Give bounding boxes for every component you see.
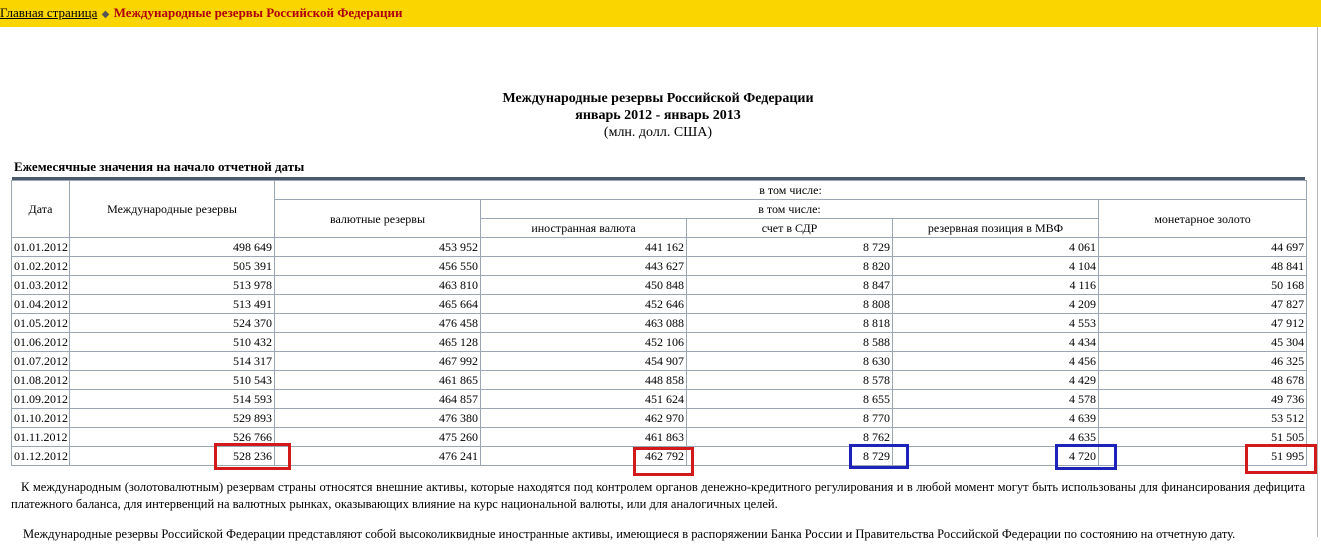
cell-value: 465 128: [275, 333, 481, 352]
table-subtitle: Ежемесячные значения на начало отчетной даты: [14, 159, 305, 174]
cell-value: 513 978: [70, 276, 275, 295]
title-line-2: январь 2012 - январь 2013: [575, 108, 741, 123]
page-title: [0, 90, 1316, 141]
cell-value: 46 325: [1099, 352, 1307, 371]
cell-value: 510 543: [70, 371, 275, 390]
highlight-imf-dec: [1055, 444, 1117, 470]
cell-value: 51 995: [1099, 447, 1307, 466]
cell-value: 4 639: [893, 409, 1099, 428]
cell-value: 461 863: [481, 428, 687, 447]
title-line-1: Международные резервы Российской Федерации: [502, 91, 814, 106]
cell-value: 8 808: [687, 295, 893, 314]
cell-value: 505 391: [70, 257, 275, 276]
cell-date: 01.10.2012: [12, 409, 70, 428]
cell-value: 514 317: [70, 352, 275, 371]
cell-value: 510 432: [70, 333, 275, 352]
cell-date: 01.07.2012: [12, 352, 70, 371]
cell-value: 451 624: [481, 390, 687, 409]
cell-value: 47 912: [1099, 314, 1307, 333]
cell-value: 4 456: [893, 352, 1099, 371]
cell-value: 4 116: [893, 276, 1099, 295]
cell-value: 529 893: [70, 409, 275, 428]
table-row: [12, 314, 1307, 333]
highlight-total-dec: [214, 443, 291, 470]
table-row: [12, 409, 1307, 428]
table-row: [12, 333, 1307, 352]
table-row: [12, 295, 1307, 314]
cell-value: 476 458: [275, 314, 481, 333]
breadcrumb-home-link[interactable]: Главная страница: [0, 5, 98, 20]
cell-value: 454 907: [481, 352, 687, 371]
cell-value: 450 848: [481, 276, 687, 295]
paragraph-definition: К международным (золотовалютным) резервам страны относятся внешние активы, которые находятся под контролем органов денежно-кредитного регулирования и в любой момент могут быть использованы для финансирования дефицита платежного баланса, для интервенций на валютных рынках, оказывающих влияние на курс национальной валюты, или для аналогичных целей.: [11, 480, 1305, 511]
cell-value: 49 736: [1099, 390, 1307, 409]
cell-value: 4 061: [893, 238, 1099, 257]
cell-date: 01.11.2012: [12, 428, 70, 447]
breadcrumb-separator-icon: ◆: [101, 9, 110, 20]
table-row: [12, 390, 1307, 409]
cell-value: 44 697: [1099, 238, 1307, 257]
cell-value: 8 818: [687, 314, 893, 333]
cell-value: 498 649: [70, 238, 275, 257]
cell-value: 51 505: [1099, 428, 1307, 447]
cell-value: 528 236: [70, 447, 275, 466]
highlight-currency-dec: [633, 447, 694, 476]
cell-value: 441 162: [481, 238, 687, 257]
cell-value: 4 104: [893, 257, 1099, 276]
cell-date: 01.06.2012: [12, 333, 70, 352]
table-row: [12, 352, 1307, 371]
cell-value: 462 970: [481, 409, 687, 428]
cell-value: 50 168: [1099, 276, 1307, 295]
cell-value: 48 678: [1099, 371, 1307, 390]
cell-value: 8 588: [687, 333, 893, 352]
cell-value: 8 630: [687, 352, 893, 371]
header-total-reserves: Международные резервы: [70, 181, 275, 238]
highlight-sdr-dec: [849, 444, 909, 469]
cell-value: 8 655: [687, 390, 893, 409]
cell-value: 8 847: [687, 276, 893, 295]
header-including-2: в том числе:: [481, 200, 1099, 219]
cell-value: 452 646: [481, 295, 687, 314]
highlight-gold-dec: [1245, 444, 1317, 474]
cell-value: 4 553: [893, 314, 1099, 333]
cell-value: 53 512: [1099, 409, 1307, 428]
header-date: Дата: [12, 181, 70, 238]
cell-value: 475 260: [275, 428, 481, 447]
table-row: [12, 257, 1307, 276]
header-sdr: счет в СДР: [687, 219, 893, 238]
cell-value: 453 952: [275, 238, 481, 257]
cell-value: 45 304: [1099, 333, 1307, 352]
header-imf-position: резервная позиция в МВФ: [893, 219, 1099, 238]
cell-value: 448 858: [481, 371, 687, 390]
cell-value: 514 593: [70, 390, 275, 409]
cell-value: 8 729: [687, 447, 893, 466]
cell-value: 463 088: [481, 314, 687, 333]
cell-date: 01.05.2012: [12, 314, 70, 333]
cell-value: 464 857: [275, 390, 481, 409]
cell-value: 8 770: [687, 409, 893, 428]
breadcrumb-current: Международные резервы Российской Федерации: [113, 5, 403, 20]
cell-date: 01.12.2012: [12, 447, 70, 466]
header-fx-reserves: валютные резервы: [275, 200, 481, 238]
cell-value: 462 792: [481, 447, 687, 466]
cell-value: 463 810: [275, 276, 481, 295]
table-row: [12, 371, 1307, 390]
title-units: (млн. долл. США): [603, 125, 713, 140]
cell-value: 452 106: [481, 333, 687, 352]
cell-date: 01.04.2012: [12, 295, 70, 314]
cell-value: 4 434: [893, 333, 1099, 352]
header-including-1: в том числе:: [275, 181, 1307, 200]
cell-value: 8 729: [687, 238, 893, 257]
table-row: [12, 276, 1307, 295]
cell-value: 476 380: [275, 409, 481, 428]
header-foreign-currency: иностранная валюта: [481, 219, 687, 238]
cell-value: 526 766: [70, 428, 275, 447]
scrollbar-edge: [1317, 27, 1318, 537]
cell-date: 01.08.2012: [12, 371, 70, 390]
cell-value: 4 209: [893, 295, 1099, 314]
cell-value: 461 865: [275, 371, 481, 390]
cell-date: 01.02.2012: [12, 257, 70, 276]
cell-value: 476 241: [275, 447, 481, 466]
cell-value: 467 992: [275, 352, 481, 371]
cell-value: 4 635: [893, 428, 1099, 447]
cell-value: 47 827: [1099, 295, 1307, 314]
cell-value: 8 762: [687, 428, 893, 447]
cell-value: 456 550: [275, 257, 481, 276]
cell-value: 4 720: [893, 447, 1099, 466]
reserves-table: [11, 180, 1307, 466]
cell-date: 01.09.2012: [12, 390, 70, 409]
cell-date: 01.01.2012: [12, 238, 70, 257]
cell-value: 443 627: [481, 257, 687, 276]
cell-value: 8 578: [687, 371, 893, 390]
table-body: [12, 238, 1307, 466]
breadcrumb: [0, 0, 1321, 27]
cell-value: 8 820: [687, 257, 893, 276]
paragraph-description: Международные резервы Российской Федерации представляют собой высоколиквидные иностранные активы, имеющиеся в распоряжении Банка России и Правительства Российской Федерации по состоянию на отчетную дату.: [23, 527, 1236, 541]
header-monetary-gold: монетарное золото: [1099, 200, 1307, 238]
cell-value: 4 429: [893, 371, 1099, 390]
cell-value: 513 491: [70, 295, 275, 314]
cell-value: 48 841: [1099, 257, 1307, 276]
cell-value: 465 664: [275, 295, 481, 314]
cell-date: 01.03.2012: [12, 276, 70, 295]
table-row: [12, 238, 1307, 257]
cell-value: 524 370: [70, 314, 275, 333]
cell-value: 4 578: [893, 390, 1099, 409]
